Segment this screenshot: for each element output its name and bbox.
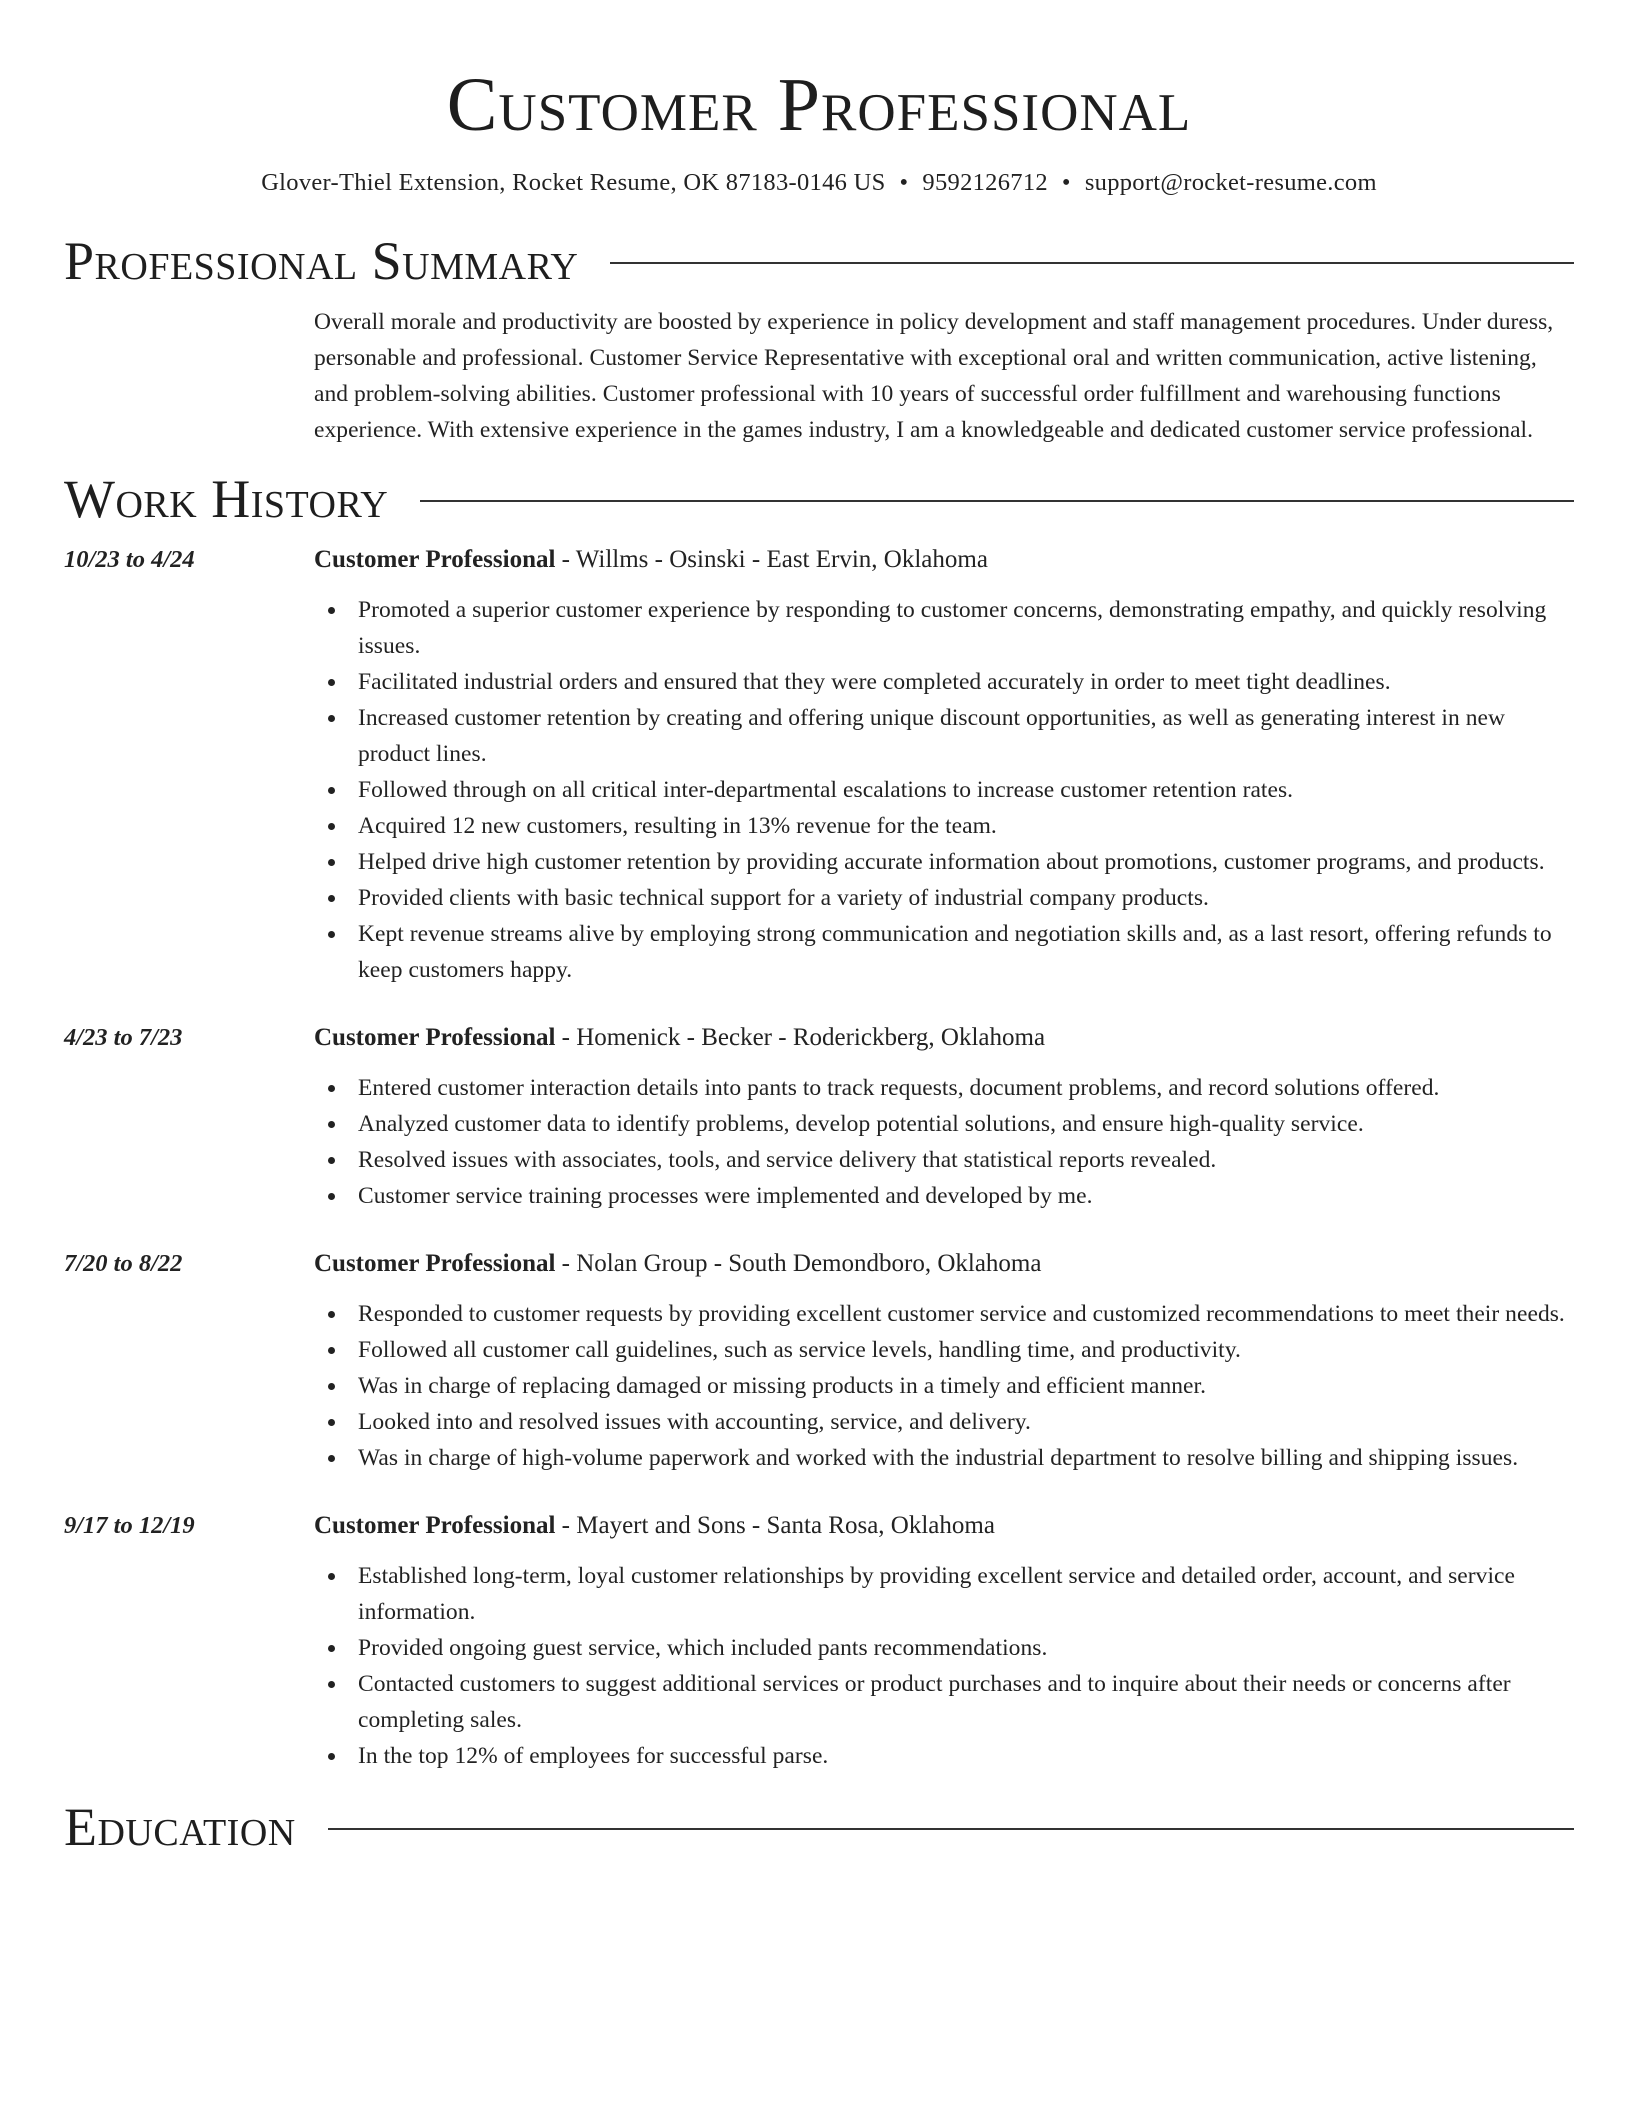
job-heading: [314, 542, 1574, 578]
section-title-education: Education: [64, 1797, 296, 1857]
bullet-item: Helped drive high customer retention by providing accurate information about promotions, customer programs, and products.: [314, 844, 1574, 880]
candidate-name: Customer Professional: [446, 63, 1192, 147]
job-employer-location: - Willms - Osinski - East Ervin, Oklahoma: [555, 546, 988, 573]
contact-email: support@rocket-resume.com: [1084, 169, 1377, 196]
section-title-work-history: Work History: [64, 469, 389, 529]
job-role: Customer Professional: [314, 1512, 556, 1539]
bullet-item: Was in charge of replacing damaged or missing products in a timely and efficient manner.: [314, 1368, 1574, 1404]
bullet-item: Looked into and resolved issues with accounting, service, and delivery.: [314, 1404, 1574, 1440]
job-dates: 10/23 to 4/24: [64, 546, 195, 573]
bullet-item: Resolved issues with associates, tools, and service delivery that statistical reports revealed.: [314, 1142, 1574, 1178]
contact-separator: •: [1061, 169, 1071, 196]
bullet-item: Provided ongoing guest service, which included pants recommendations.: [314, 1630, 1574, 1666]
bullet-item: Increased customer retention by creating and offering unique discount opportunities, as well as generating interest in new product lines.: [314, 700, 1574, 772]
bullet-item: Contacted customers to suggest additional services or product purchases and to inquire about their needs or concerns after completing sales.: [314, 1666, 1574, 1738]
job-entry: [64, 1020, 1574, 1214]
job-role: Customer Professional: [314, 546, 556, 573]
bullet-item: Customer service training processes were implemented and developed by me.: [314, 1178, 1574, 1214]
job-dates: 4/23 to 7/23: [64, 1024, 183, 1051]
resume-page: [64, 0, 1574, 1858]
job-bullets: [314, 1558, 1574, 1774]
bullet-item: Followed through on all critical inter-departmental escalations to increase customer retention rates.: [314, 772, 1574, 808]
section-title-summary: Professional Summary: [64, 231, 579, 291]
bullet-item: Entered customer interaction details into pants to track requests, document problems, and record solutions offered.: [314, 1070, 1574, 1106]
summary-text: Overall morale and productivity are boosted by experience in policy development and staff management procedures. Under duress, personable and professional. Customer Service Representative with exceptional oral and written communication, active listening, and problem-solving abilities. Customer professional with 10 years of successful order fulfillment and warehousing functions experience. With extensive experience in the games industry, I am a knowledgeable and dedicated customer service professional.: [314, 309, 1554, 443]
job-bullets: [314, 1296, 1574, 1476]
section-divider: [328, 1828, 1574, 1830]
job-heading: [314, 1246, 1574, 1282]
contact-address: Glover-Thiel Extension, Rocket Resume, OK 87183-0146 US: [261, 169, 886, 196]
job-dates: 9/17 to 12/19: [64, 1512, 195, 1539]
section-divider: [610, 262, 1574, 264]
job-details: [314, 542, 1574, 988]
work-section-header: [64, 468, 1574, 530]
bullet-item: Was in charge of high-volume paperwork and worked with the industrial department to resolve billing and shipping issues.: [314, 1440, 1574, 1476]
education-section-header: [64, 1796, 1574, 1858]
job-employer-location: - Mayert and Sons - Santa Rosa, Oklahoma: [555, 1512, 995, 1539]
job-entry: [64, 542, 1574, 988]
job-role: Customer Professional: [314, 1024, 556, 1051]
section-divider: [420, 500, 1574, 502]
bullet-item: Facilitated industrial orders and ensured that they were completed accurately in order to meet tight deadlines.: [314, 664, 1574, 700]
contact-line: [64, 168, 1574, 198]
job-entry: [64, 1508, 1574, 1774]
bullet-item: Kept revenue streams alive by employing strong communication and negotiation skills and, as a last resort, offering refunds to keep customers happy.: [314, 916, 1574, 988]
bullet-item: In the top 12% of employees for successful parse.: [314, 1738, 1574, 1774]
bullet-item: Responded to customer requests by providing excellent customer service and customized recommendations to meet their needs.: [314, 1296, 1574, 1332]
job-dates: 7/20 to 8/22: [64, 1250, 183, 1277]
job-details: [314, 1246, 1574, 1476]
job-role: Customer Professional: [314, 1250, 556, 1277]
job-bullets: [314, 1070, 1574, 1214]
bullet-item: Followed all customer call guidelines, such as service levels, handling time, and productivity.: [314, 1332, 1574, 1368]
job-heading: [314, 1508, 1574, 1544]
bullet-item: Provided clients with basic technical support for a variety of industrial company products.: [314, 880, 1574, 916]
job-details: [314, 1020, 1574, 1214]
job-employer-location: - Homenick - Becker - Roderickberg, Oklahoma: [555, 1024, 1046, 1051]
job-entry: [64, 1246, 1574, 1476]
job-details: [314, 1508, 1574, 1774]
job-employer-location: - Nolan Group - South Demondboro, Oklahoma: [555, 1250, 1042, 1277]
contact-separator: •: [899, 169, 909, 196]
bullet-item: Promoted a superior customer experience by responding to customer concerns, demonstrating empathy, and quickly resolving issues.: [314, 592, 1574, 664]
bullet-item: Established long-term, loyal customer relationships by providing excellent service and detailed order, account, and service information.: [314, 1558, 1574, 1630]
contact-phone: 9592126712: [922, 169, 1048, 196]
job-heading: [314, 1020, 1574, 1056]
job-bullets: [314, 592, 1574, 988]
bullet-item: Analyzed customer data to identify problems, develop potential solutions, and ensure high-quality service.: [314, 1106, 1574, 1142]
summary-section-header: [64, 230, 1574, 292]
bullet-item: Acquired 12 new customers, resulting in 13% revenue for the team.: [314, 808, 1574, 844]
